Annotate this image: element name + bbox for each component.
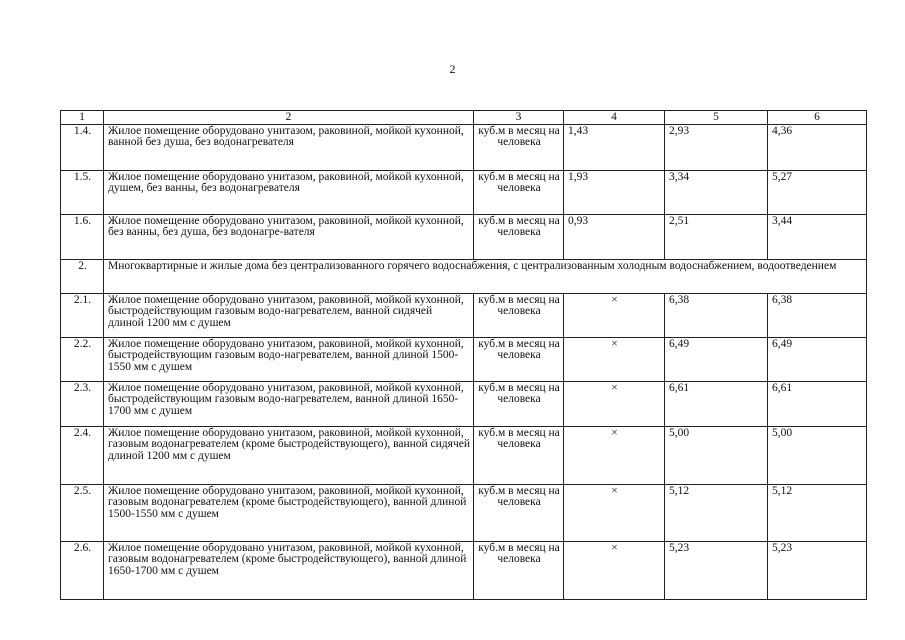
column-header: 1 bbox=[61, 111, 104, 125]
row-number: 1.6. bbox=[61, 215, 104, 260]
column-header: 6 bbox=[768, 111, 867, 125]
row-description: Жилое помещение оборудовано унитазом, раковиной, мойкой кухонной, без ванны, без душа, без водонагре-вателя bbox=[104, 215, 474, 260]
row-description: Жилое помещение оборудовано унитазом, раковиной, мойкой кухонной, быстродействующим газовым водо-нагревателем, ванной длиной 1500-1550 мм с душем bbox=[104, 338, 474, 382]
column-header: 2 bbox=[104, 111, 474, 125]
consumption-norms-table bbox=[60, 110, 867, 600]
row-value-col4: 0,93 bbox=[564, 215, 665, 260]
row-unit: куб.м в месяц на человека bbox=[474, 171, 564, 215]
not-applicable-mark: × bbox=[564, 338, 665, 382]
row-unit: куб.м в месяц на человека bbox=[474, 125, 564, 171]
row-number: 2.5. bbox=[61, 485, 104, 542]
row-unit: куб.м в месяц на человека bbox=[474, 338, 564, 382]
row-value-col5: 2,93 bbox=[665, 125, 768, 171]
row-unit: куб.м в месяц на человека bbox=[474, 542, 564, 600]
column-header: 4 bbox=[564, 111, 665, 125]
row-value-col4: 1,43 bbox=[564, 125, 665, 171]
row-unit: куб.м в месяц на человека bbox=[474, 382, 564, 427]
row-description: Жилое помещение оборудовано унитазом, раковиной, мойкой кухонной, быстродействующим газовым водо-нагревателем, ванной сидячей длиной 1200 мм с душем bbox=[104, 294, 474, 338]
row-value-col6: 4,36 bbox=[768, 125, 867, 171]
table-row bbox=[61, 171, 867, 215]
column-header: 3 bbox=[474, 111, 564, 125]
table-row bbox=[61, 485, 867, 542]
row-value-col6: 5,00 bbox=[768, 427, 867, 485]
table-row bbox=[61, 215, 867, 260]
not-applicable-mark: × bbox=[564, 427, 665, 485]
not-applicable-mark: × bbox=[564, 542, 665, 600]
row-description: Жилое помещение оборудовано унитазом, раковиной, мойкой кухонной, быстродействующим газовым водо-нагревателем, ванной длиной 1650-1700 мм с душем bbox=[104, 382, 474, 427]
row-number: 2.6. bbox=[61, 542, 104, 600]
row-value-col4: 1,93 bbox=[564, 171, 665, 215]
table-header-row bbox=[61, 111, 867, 125]
table-row bbox=[61, 427, 867, 485]
table-row bbox=[61, 125, 867, 171]
row-value-col5: 5,23 bbox=[665, 542, 768, 600]
table-row bbox=[61, 542, 867, 600]
row-value-col6: 6,49 bbox=[768, 338, 867, 382]
row-description: Жилое помещение оборудовано унитазом, раковиной, мойкой кухонной, душем, без ванны, без водонагревателя bbox=[104, 171, 474, 215]
row-description: Жилое помещение оборудовано унитазом, раковиной, мойкой кухонной, газовым водонагревателем (кроме быстродействующего), ванной сидячей длиной 1200 мм с душем bbox=[104, 427, 474, 485]
row-value-col6: 6,61 bbox=[768, 382, 867, 427]
row-number: 2.4. bbox=[61, 427, 104, 485]
row-value-col5: 5,00 bbox=[665, 427, 768, 485]
row-unit: куб.м в месяц на человека bbox=[474, 485, 564, 542]
row-value-col5: 6,38 bbox=[665, 294, 768, 338]
section-row bbox=[61, 260, 867, 294]
page-number: 2 bbox=[449, 62, 456, 76]
row-value-col6: 5,27 bbox=[768, 171, 867, 215]
table-row bbox=[61, 382, 867, 427]
row-value-col5: 5,12 bbox=[665, 485, 768, 542]
row-number: 2.1. bbox=[61, 294, 104, 338]
row-value-col5: 2,51 bbox=[665, 215, 768, 260]
row-value-col6: 3,44 bbox=[768, 215, 867, 260]
row-description: Жилое помещение оборудовано унитазом, раковиной, мойкой кухонной, газовым водонагревателем (кроме быстродействующего), ванной длиной 1500-1550 мм с душем bbox=[104, 485, 474, 542]
row-unit: куб.м в месяц на человека bbox=[474, 215, 564, 260]
row-description: Жилое помещение оборудовано унитазом, раковиной, мойкой кухонной, газовым водонагревателем (кроме быстродействующего), ванной длиной 1650-1700 мм с душем bbox=[104, 542, 474, 600]
row-value-col6: 5,23 bbox=[768, 542, 867, 600]
row-unit: куб.м в месяц на человека bbox=[474, 294, 564, 338]
row-number: 2.2. bbox=[61, 338, 104, 382]
row-number: 1.5. bbox=[61, 171, 104, 215]
section-title: Многоквартирные и жилые дома без централизованного горячего водоснабжения, с централизованным холодным водоснабжением, водоотведением bbox=[104, 260, 867, 294]
row-value-col5: 6,49 bbox=[665, 338, 768, 382]
row-value-col5: 6,61 bbox=[665, 382, 768, 427]
not-applicable-mark: × bbox=[564, 382, 665, 427]
row-unit: куб.м в месяц на человека bbox=[474, 427, 564, 485]
table-row bbox=[61, 294, 867, 338]
row-value-col6: 6,38 bbox=[768, 294, 867, 338]
row-number: 1.4. bbox=[61, 125, 104, 171]
row-description: Жилое помещение оборудовано унитазом, раковиной, мойкой кухонной, ванной без душа, без водонагревателя bbox=[104, 125, 474, 171]
column-header: 5 bbox=[665, 111, 768, 125]
row-value-col5: 3,34 bbox=[665, 171, 768, 215]
row-value-col6: 5,12 bbox=[768, 485, 867, 542]
section-number: 2. bbox=[61, 260, 104, 294]
row-number: 2.3. bbox=[61, 382, 104, 427]
not-applicable-mark: × bbox=[564, 485, 665, 542]
table-row bbox=[61, 338, 867, 382]
not-applicable-mark: × bbox=[564, 294, 665, 338]
